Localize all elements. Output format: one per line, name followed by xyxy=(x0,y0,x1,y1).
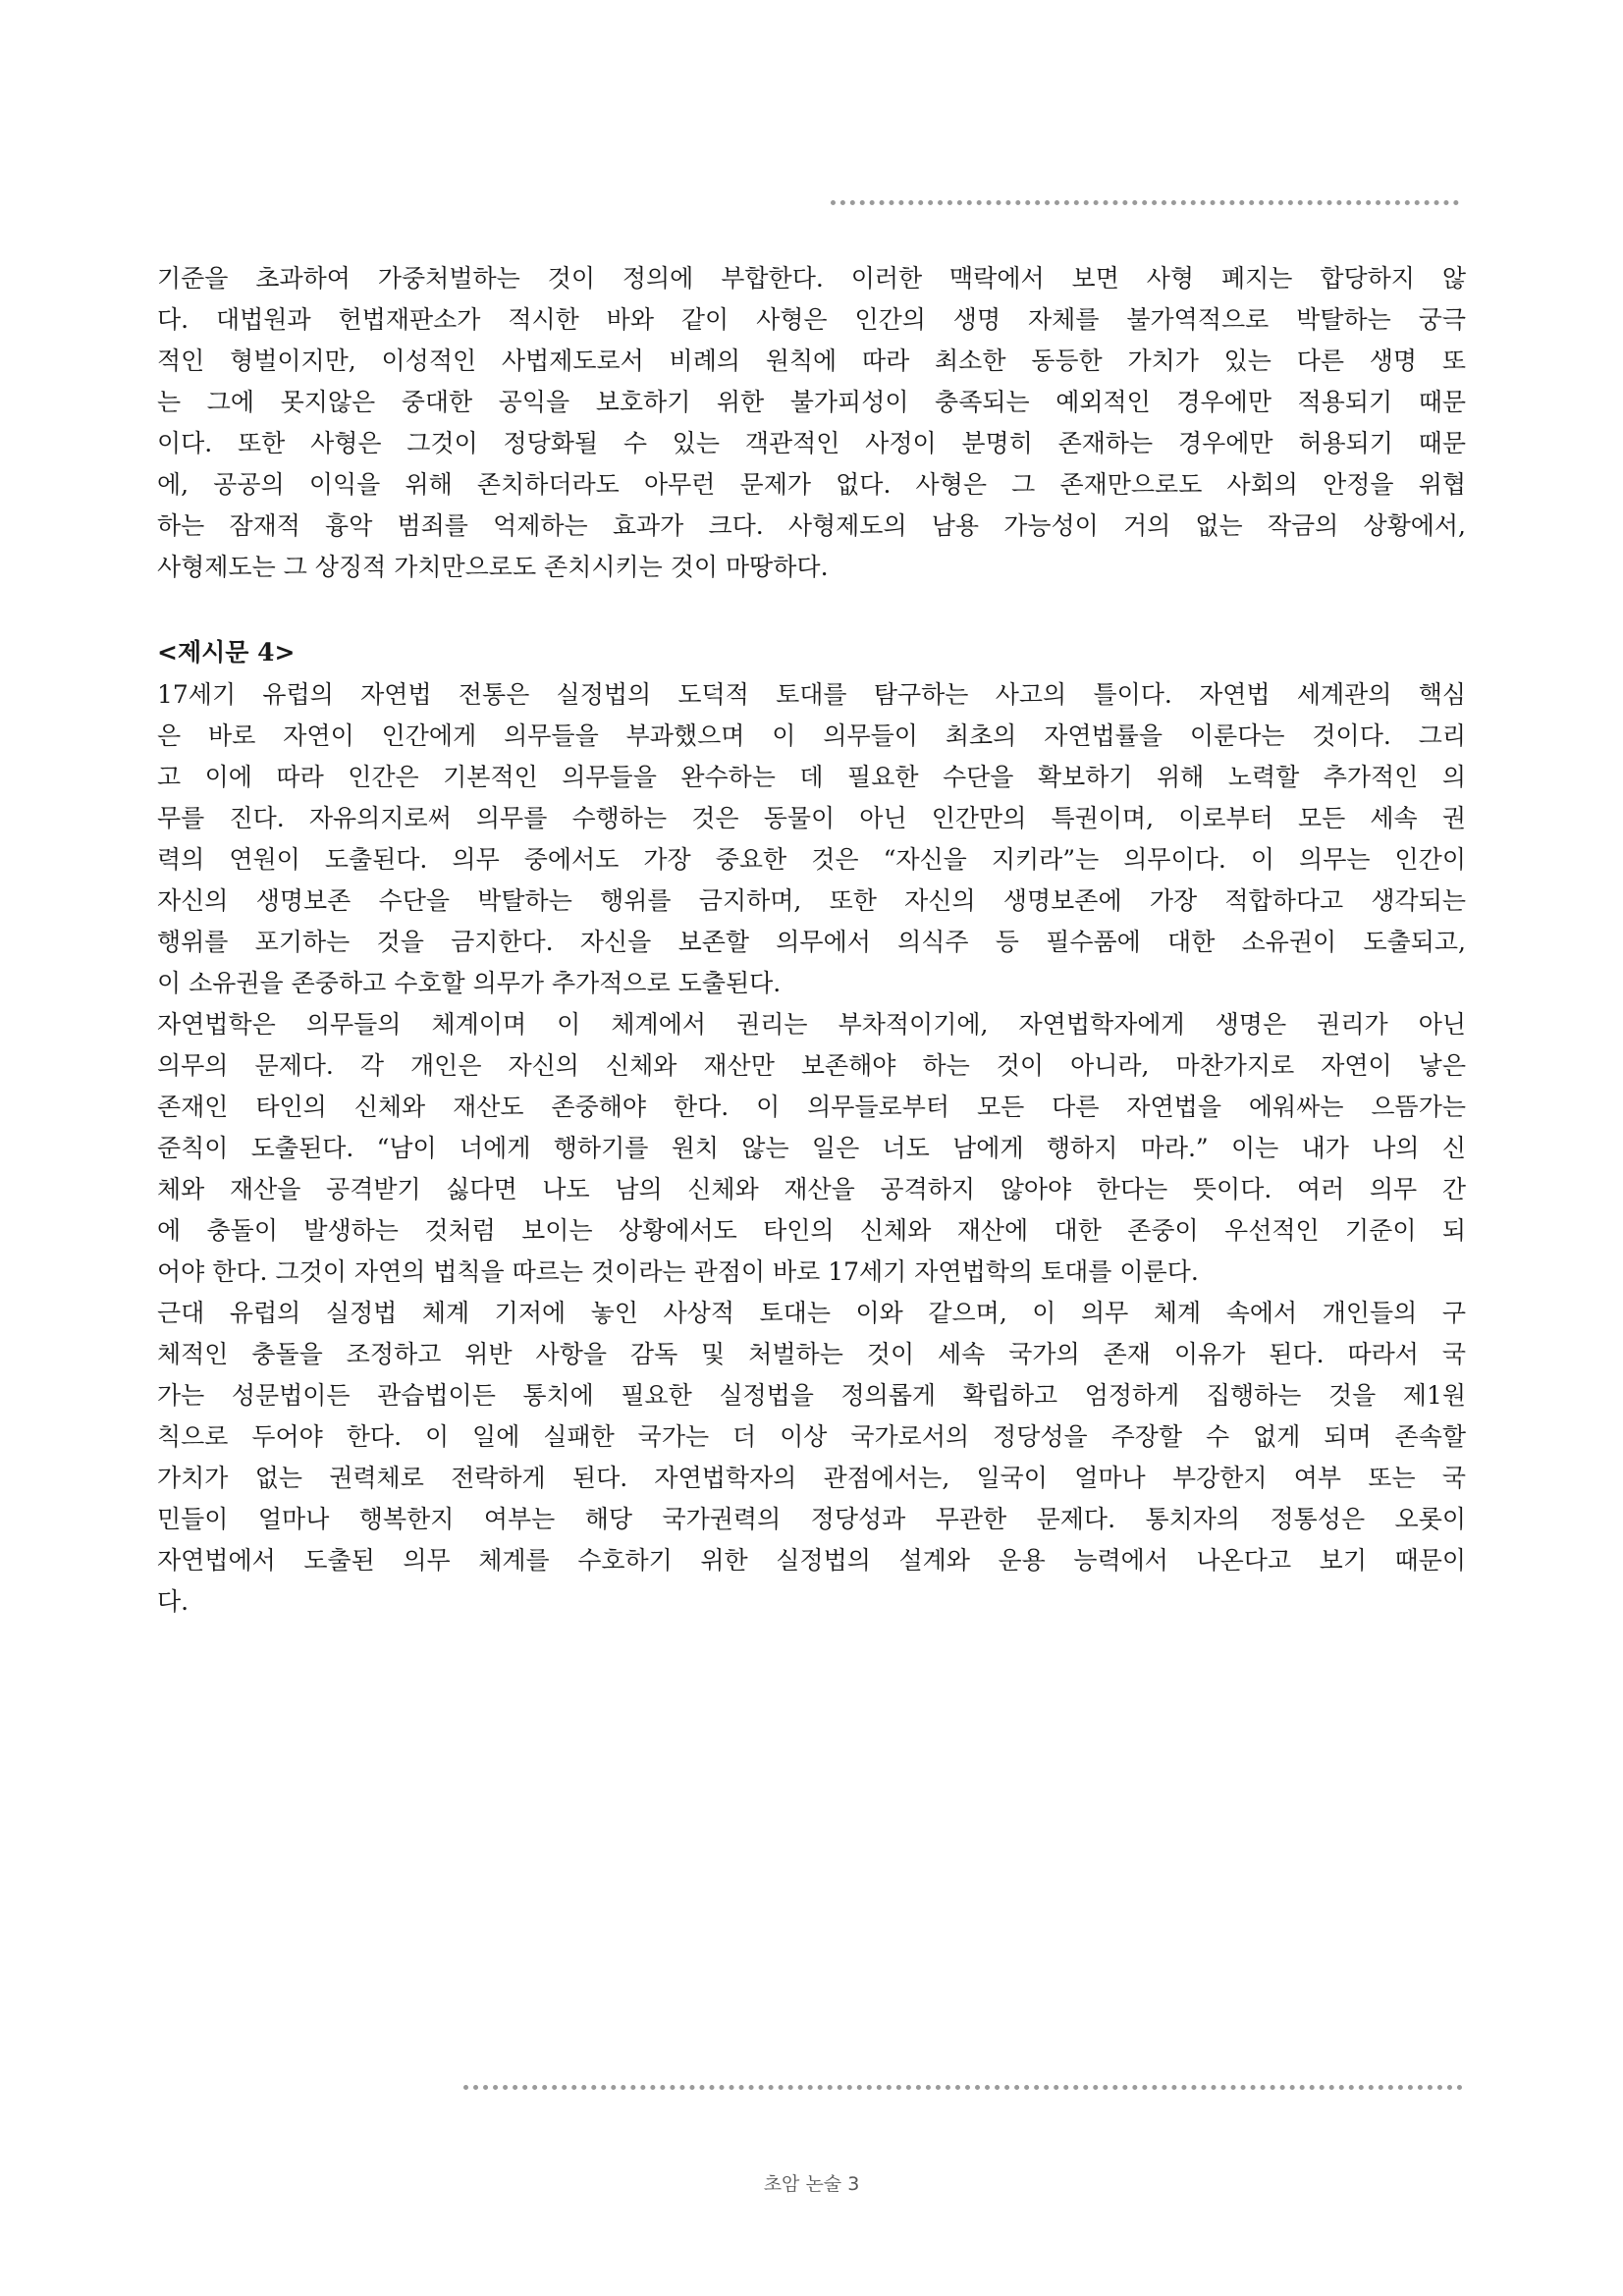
text-line: 어야 한다. 그것이 자연의 법칙을 따르는 것이라는 관점이 바로 17세기 자연법학의 토대를 이룬다. xyxy=(157,1257,1199,1286)
text-line: 하는 잠재적 흉악 범죄를 억제하는 효과가 크다. 사형제도의 남용 가능성이 거의 없는 작금의 상황에서, xyxy=(157,511,1466,540)
text-line: 는 그에 못지않은 중대한 공익을 보호하기 위한 불가피성이 충족되는 예외적인 경우에만 적용되기 때문 xyxy=(157,388,1466,416)
text-line: 17세기 유럽의 자연법 전통은 실정법의 도덕적 토대를 탐구하는 사고의 틀이다. 자연법 세계관의 핵심 xyxy=(157,680,1466,709)
text-line: 행위를 포기하는 것을 금지한다. 자신을 보존할 의무에서 의식주 등 필수품에 대한 소유권이 도출되고, xyxy=(157,928,1466,956)
text-line: 존재인 타인의 신체와 재산도 존중해야 한다. 이 의무들로부터 모든 다른 자연법을 에워싸는 으뜸가는 xyxy=(157,1093,1466,1121)
text-line: 준칙이 도출된다. “남이 너에게 행하기를 원치 않는 일은 너도 남에게 행하지 마라.” 이는 내가 나의 신 xyxy=(157,1134,1466,1162)
text-line: 에, 공공의 이익을 위해 존치하더라도 아무런 문제가 없다. 사형은 그 존재만으로도 사회의 안정을 위협 xyxy=(157,470,1466,499)
text-line: 고 이에 따라 인간은 기본적인 의무들을 완수하는 데 필요한 수단을 확보하기 위해 노력할 추가적인 의 xyxy=(157,763,1466,791)
text-line: 자연법학은 의무들의 체계이며 이 체계에서 권리는 부차적이기에, 자연법학자에게 생명은 권리가 아닌 xyxy=(157,1010,1466,1039)
section-paragraph-1 xyxy=(157,674,1466,1004)
section-heading: <제시문 4> xyxy=(157,638,296,667)
text-line: 민들이 얼마나 행복한지 여부는 해당 국가권력의 정당성과 무관한 문제다. 통치자의 정통성은 오롯이 xyxy=(157,1505,1466,1533)
text-line: 에 충돌이 발생하는 것처럼 보이는 상황에서도 타인의 신체와 재산에 대한 존중이 우선적인 기준이 되 xyxy=(157,1216,1466,1245)
text-line: 다. 대법원과 헌법재판소가 적시한 바와 같이 사형은 인간의 생명 자체를 불가역적으로 박탈하는 궁극 xyxy=(157,305,1466,334)
text-line: 사형제도는 그 상징적 가치만으로도 존치시키는 것이 마땅하다. xyxy=(157,553,829,581)
text-line: 기준을 초과하여 가중처벌하는 것이 정의에 부합한다. 이러한 맥락에서 보면 사형 폐지는 합당하지 않 xyxy=(157,264,1466,293)
text-line: 근대 유럽의 실정법 체계 기저에 놓인 사상적 토대는 이와 같으며, 이 의무 체계 속에서 개인들의 구 xyxy=(157,1299,1466,1327)
section-spacer xyxy=(157,588,1466,631)
text-line: 무를 진다. 자유의지로써 의무를 수행하는 것은 동물이 아닌 인간만의 특권이며, 이로부터 모든 세속 권 xyxy=(157,804,1466,832)
section-paragraph-3 xyxy=(157,1293,1466,1623)
document-body xyxy=(157,258,1466,1623)
page-footer: 초암 논술 3 xyxy=(763,2173,860,2195)
text-line: 체적인 충돌을 조정하고 위반 사항을 감독 및 처벌하는 것이 세속 국가의 존재 이유가 된다. 따라서 국 xyxy=(157,1340,1466,1368)
bottom-dotted-rule xyxy=(463,2085,1463,2090)
text-line: 칙으로 두어야 한다. 이 일에 실패한 국가는 더 이상 국가로서의 정당성을 주장할 수 없게 되며 존속할 xyxy=(157,1422,1466,1451)
text-line: 력의 연원이 도출된다. 의무 중에서도 가장 중요한 것은 “자신을 지키라”는 의무이다. 이 의무는 인간이 xyxy=(157,845,1466,874)
text-line: 은 바로 자연이 인간에게 의무들을 부과했으며 이 의무들이 최초의 자연법률을 이룬다는 것이다. 그리 xyxy=(157,721,1466,750)
paragraph-continuation xyxy=(157,258,1466,588)
text-line: 다. xyxy=(157,1587,189,1616)
text-line: 자연법에서 도출된 의무 체계를 수호하기 위한 실정법의 설계와 운용 능력에서 나온다고 보기 때문이 xyxy=(157,1546,1466,1575)
text-line: 이 소유권을 존중하고 수호할 의무가 추가적으로 도출된다. xyxy=(157,969,782,997)
text-line: 가치가 없는 권력체로 전락하게 된다. 자연법학자의 관점에서는, 일국이 얼마나 부강한지 여부 또는 국 xyxy=(157,1464,1466,1492)
top-dotted-rule xyxy=(831,200,1459,205)
text-line: 이다. 또한 사형은 그것이 정당화될 수 있는 객관적인 사정이 분명히 존재하는 경우에만 허용되기 때문 xyxy=(157,429,1466,457)
text-line: 가는 성문법이든 관습법이든 통치에 필요한 실정법을 정의롭게 확립하고 엄정하게 집행하는 것을 제1원 xyxy=(157,1381,1466,1410)
section-paragraph-2 xyxy=(157,1004,1466,1293)
text-line: 의무의 문제다. 각 개인은 자신의 신체와 재산만 보존해야 하는 것이 아니라, 마찬가지로 자연이 낳은 xyxy=(157,1051,1466,1080)
text-line: 자신의 생명보존 수단을 박탈하는 행위를 금지하며, 또한 자신의 생명보존에 가장 적합하다고 생각되는 xyxy=(157,886,1466,915)
text-line: 체와 재산을 공격받기 싫다면 나도 남의 신체와 재산을 공격하지 않아야 한다는 뜻이다. 여러 의무 간 xyxy=(157,1175,1466,1203)
text-line: 적인 형벌이지만, 이성적인 사법제도로서 비례의 원칙에 따라 최소한 동등한 가치가 있는 다른 생명 또 xyxy=(157,347,1466,375)
